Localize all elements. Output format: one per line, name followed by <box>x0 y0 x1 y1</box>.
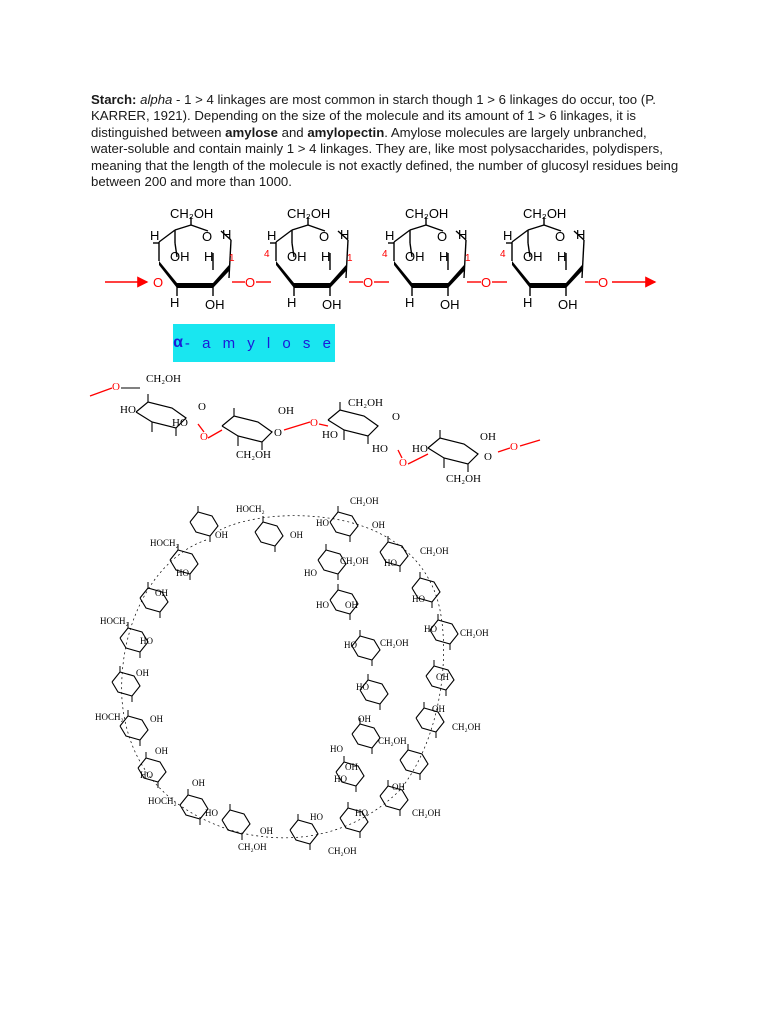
ho-label: HO <box>344 640 357 650</box>
oh-label: OH <box>287 249 307 264</box>
helix-unit-4 <box>412 430 496 485</box>
amylose-chain-diagram <box>0 195 768 320</box>
oh-label: OH <box>290 530 303 540</box>
intro-paragraph <box>91 92 683 190</box>
h-label: H <box>385 228 395 243</box>
ring-oxygen-label: O <box>202 229 213 244</box>
linkage-oxygen: O <box>363 275 374 290</box>
ho-label: HO <box>140 770 153 780</box>
ch2oh-label: CH₂OH <box>412 808 441 818</box>
position-4-label: 4 <box>264 249 270 260</box>
ch2oh-label: CH₂OH <box>452 722 481 732</box>
ho-label: HO <box>120 404 136 416</box>
ho-label: HO <box>304 568 317 578</box>
oh-label: OH <box>372 520 385 530</box>
ring-oxygen-label: O <box>437 229 448 244</box>
ring-oxygen-label: O <box>198 401 206 413</box>
position-1-label: 1 <box>347 253 353 264</box>
position-1-label: 1 <box>229 253 235 264</box>
linkage-oxygen: O <box>200 431 208 443</box>
ring-oxygen-label: O <box>555 229 566 244</box>
ch2oh-label: CH₂OH <box>405 206 449 221</box>
ho-label: HO <box>355 808 368 818</box>
alpha-term: alpha <box>140 92 173 107</box>
outer-helix-ring <box>95 496 489 856</box>
oh-label: OH <box>358 714 371 724</box>
oh-label: OH <box>136 668 149 678</box>
h-label: H <box>222 227 232 242</box>
ch2oh-label: CH₂OH <box>287 206 331 221</box>
starch-heading: Starch: <box>91 92 137 107</box>
linkage-oxygen: O <box>510 441 518 453</box>
oh-label: OH <box>480 431 496 443</box>
helix-unit-2 <box>222 405 294 461</box>
ch2oh-label: CH₂OH <box>328 846 357 856</box>
ring-oxygen-label: O <box>319 229 330 244</box>
text-span: and <box>277 124 308 140</box>
ch2oh-label: CH₂OH <box>238 842 267 852</box>
oh-label: OH <box>436 672 449 682</box>
h-label: H <box>170 295 180 310</box>
linkage-oxygen: O <box>245 275 256 290</box>
oh-label: OH <box>558 297 578 312</box>
ho-label: HO <box>372 443 388 455</box>
oh-label: OH <box>278 405 294 417</box>
linkage-oxygen: O <box>598 275 609 290</box>
ho-label: HO <box>384 558 397 568</box>
oh-label: OH <box>205 297 225 312</box>
position-4-label: 4 <box>500 249 506 260</box>
ring-oxygen-label: O <box>274 427 282 439</box>
helix-unit-3 <box>322 397 400 455</box>
h-label: H <box>321 249 331 264</box>
h-label: H <box>503 228 513 243</box>
h-label: H <box>557 249 567 264</box>
text-span: - 1 > 4 linkages are most common in starch though 1 > 6 linkages do occur, too (P. KARRER, 1921). Depending on the size of the molecule and its amount of 1 > 6 linkages, it is distinguished between <box>91 92 656 140</box>
h-label: H <box>405 295 415 310</box>
ho-label: HO <box>205 808 218 818</box>
amylose-label-text: - a m y l o s e <box>184 334 335 352</box>
ho-label: HO <box>412 443 428 455</box>
h-label: H <box>150 228 160 243</box>
oh-label: OH <box>345 600 358 610</box>
hoch2-label: HOCH₂ <box>100 616 129 626</box>
h-label: H <box>287 295 297 310</box>
ho-label: HO <box>412 594 425 604</box>
ho-label: HO <box>172 417 188 429</box>
linkage-oxygen: O <box>481 275 492 290</box>
helix-ring-diagram <box>0 490 768 870</box>
oh-label: OH <box>215 530 228 540</box>
ch2oh-label: CH₂OH <box>350 496 379 506</box>
h-label: H <box>340 227 350 242</box>
ch2oh-label: CH₂OH <box>236 449 272 461</box>
ho-label: HO <box>140 636 153 646</box>
oh-label: OH <box>432 704 445 714</box>
oh-label: OH <box>155 588 168 598</box>
h-label: H <box>523 295 533 310</box>
helix-segment-diagram <box>0 368 768 488</box>
ho-label: HO <box>330 744 343 754</box>
h-label: H <box>204 249 214 264</box>
alpha-amylose-label <box>173 324 335 362</box>
ch2oh-label: CH₂OH <box>523 206 567 221</box>
oh-label: OH <box>260 826 273 836</box>
position-4-label: 4 <box>382 249 388 260</box>
ch2oh-label: CH₂OH <box>378 736 407 746</box>
hoch2-label: HOCH₂ <box>236 504 265 514</box>
text-span: . Amylose molecules are largely unbranched, water-soluble and contain mainly 1 > 4 linkages. They are, like most polysaccharides, polydispers, meaning that the length of the molecule is not exactly defined, the number of glucosyl residues being between 200 and more than 1000. <box>91 124 679 190</box>
ch2oh-label: CH₂OH <box>348 397 384 409</box>
ho-label: HO <box>356 682 369 692</box>
oh-label: OH <box>345 762 358 772</box>
oh-label: OH <box>155 746 168 756</box>
oh-label: OH <box>192 778 205 788</box>
linkage-oxygen: O <box>310 417 318 429</box>
ring-oxygen-label: O <box>392 411 400 423</box>
ho-label: HO <box>424 624 437 634</box>
glucose-unit-1 <box>150 206 235 312</box>
oh-label: OH <box>322 297 342 312</box>
oh-label: OH <box>170 249 190 264</box>
oh-label: OH <box>523 249 543 264</box>
glucose-unit-4 <box>500 206 585 312</box>
hoch2-label: HOCH₂ <box>148 796 177 806</box>
ch2oh-label: CH₂OH <box>170 206 214 221</box>
alpha-symbol: α <box>173 334 183 351</box>
position-1-label: 1 <box>465 253 471 264</box>
ch2oh-label: CH₂OH <box>146 373 182 385</box>
helix-unit-1 <box>120 373 206 436</box>
linkage-oxygen: O <box>112 381 120 393</box>
amylopectin-term: amylopectin <box>307 124 385 140</box>
h-label: H <box>576 227 586 242</box>
hoch2-label: HOCH₂ <box>95 712 124 722</box>
linkage-oxygen: O <box>399 457 407 469</box>
ring-oxygen-label: O <box>484 451 492 463</box>
oh-label: OH <box>440 297 460 312</box>
h-label: H <box>458 227 468 242</box>
ch2oh-label: CH₂OH <box>460 628 489 638</box>
ch2oh-label: CH₂OH <box>340 556 369 566</box>
oh-label: OH <box>405 249 425 264</box>
linkage-oxygen: O <box>153 275 164 290</box>
ch2oh-label: CH₂OH <box>420 546 449 556</box>
oh-label: OH <box>392 782 405 792</box>
ho-label: HO <box>310 812 323 822</box>
ch2oh-label: CH₂OH <box>446 473 482 485</box>
h-label: H <box>267 228 277 243</box>
glucose-unit-2 <box>264 206 353 312</box>
ho-label: HO <box>176 568 189 578</box>
hoch2-label: HOCH₂ <box>150 538 179 548</box>
ho-label: HO <box>322 429 338 441</box>
ch2oh-label: CH₂OH <box>380 638 409 648</box>
ho-label: HO <box>316 518 329 528</box>
ho-label: HO <box>334 774 347 784</box>
ho-label: HO <box>316 600 329 610</box>
inner-helix-ring <box>304 544 409 792</box>
amylose-term: amylose <box>225 124 278 140</box>
h-label: H <box>439 249 449 264</box>
oh-label: OH <box>150 714 163 724</box>
glucose-unit-3 <box>382 206 471 312</box>
